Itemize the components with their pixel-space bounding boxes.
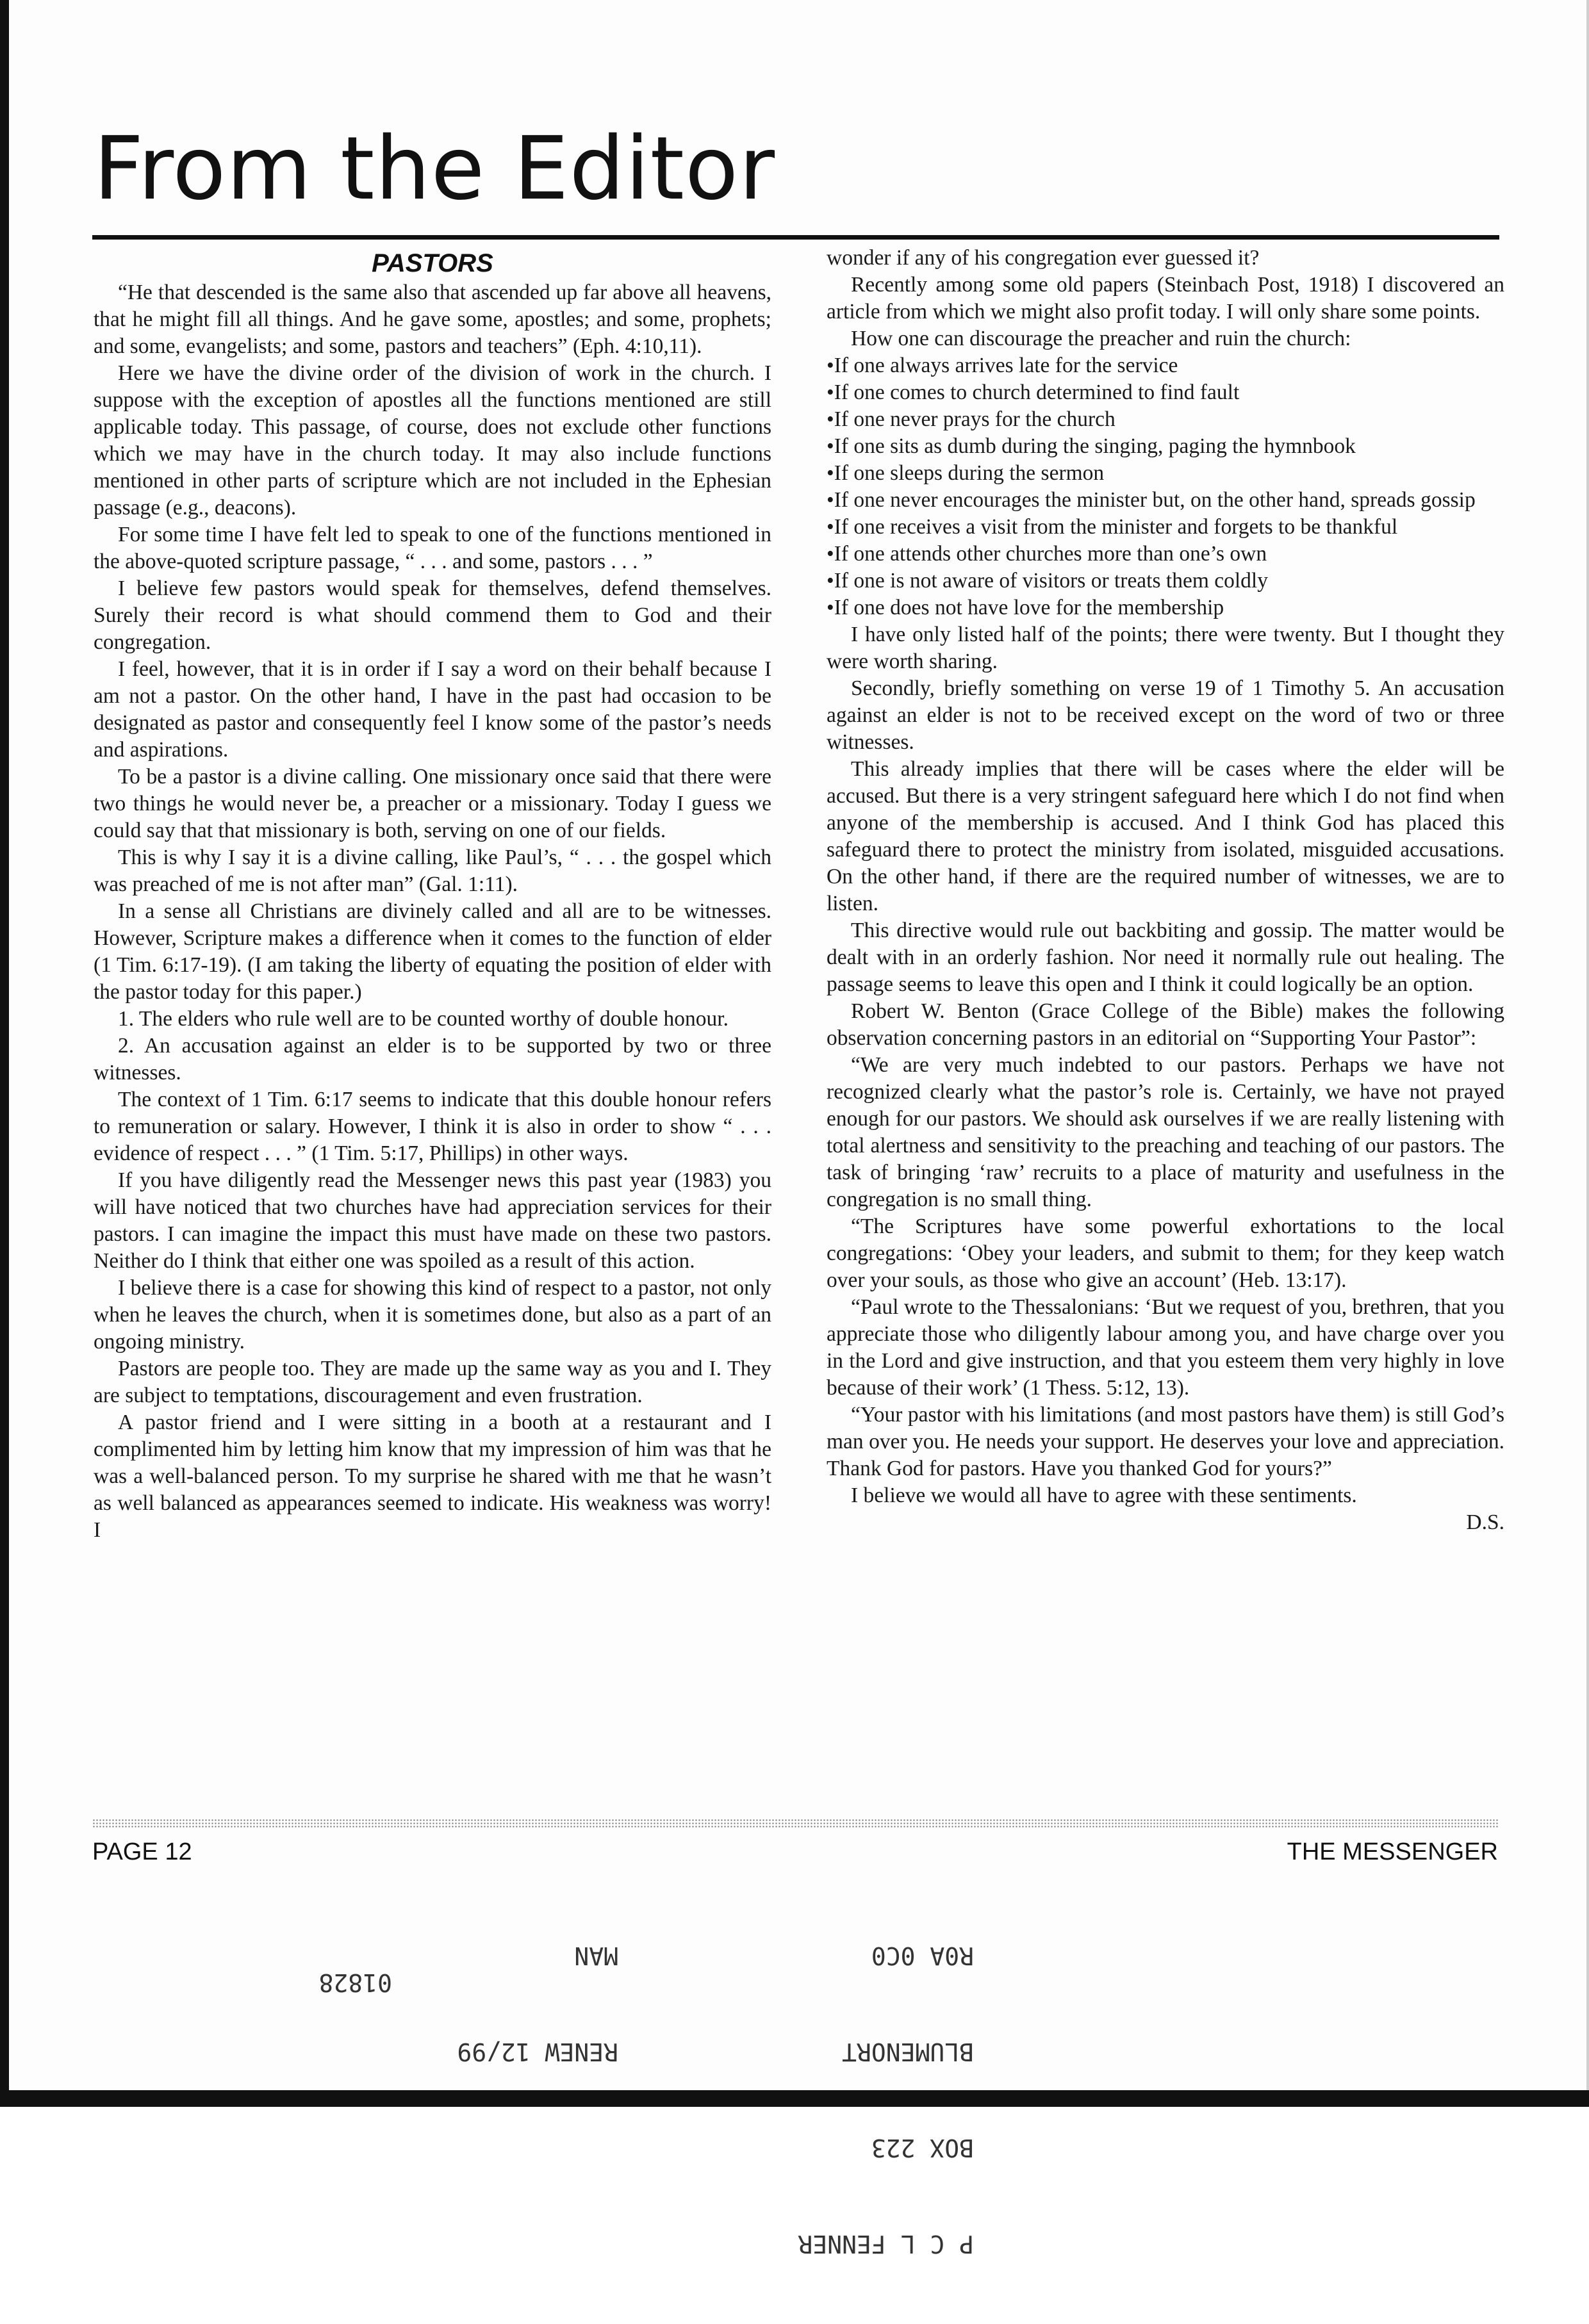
- scan-border-right: [1586, 0, 1589, 2107]
- body-paragraph: Secondly, briefly something on verse 19 of 1 Timothy 5. An accusation against an elder is not to be received except on the word of two or three witnesses.: [827, 676, 1504, 754]
- body-paragraph: Here we have the divine order of the division of work in the church. I suppose with the exception of apostles all the functions mentioned are still applicable today. This passage, of course, does not exclude other functions which we may have in the church today. It may also include functions mentioned in other parts of scripture which are not included in the Ephesian passage (e.g., deacons).: [94, 361, 771, 520]
- body-paragraph: “He that descended is the same also that ascended up far above all heavens, that he might fill all things. And he gave some, apostles; and some, prophets; and some, evangelists; and some, pastors and teachers” (Eph. 4:10,11).: [94, 281, 771, 358]
- bullet-item: •If one comes to church determined to find fault: [827, 381, 1240, 404]
- bullet-item: •If one never prays for the church: [827, 407, 1116, 431]
- publication-name: THE MESSENGER: [1287, 1838, 1498, 1865]
- body-paragraph: This already implies that there will be cases where the elder will be accused. But there is a very stringent safeguard here which I do not find when anyone of the membership is accused. And I think God has placed this safeguard there to protect the ministry from isolated, misguided accusations. On the other hand, if there are the required number of witnesses, we are to listen.: [827, 757, 1504, 915]
- body-paragraph: 2. An accusation against an elder is to be supported by two or three witnesses.: [94, 1034, 771, 1084]
- body-paragraph: Recently among some old papers (Steinbach Post, 1918) I discovered an article from which we might also profit today. I will only share some points.: [827, 273, 1504, 323]
- bullet-item: •If one always arrives late for the service: [827, 354, 1178, 377]
- page-number: PAGE 12: [92, 1838, 192, 1865]
- account-number: 01828: [318, 1968, 392, 1997]
- body-paragraph: This is why I say it is a divine calling, like Paul’s, “ . . . the gospel which was preached of me is not after man” (Gal. 1:11).: [94, 846, 771, 896]
- body-paragraph: The context of 1 Tim. 6:17 seems to indicate that this double honour refers to remuneration or salary. However, I think it is also in order to show “ . . . evidence of respect . . . ” (1 Tim. 5:17, Phillips) in other ways.: [94, 1088, 771, 1165]
- left-paragraphs: [94, 279, 771, 1544]
- body-paragraph: 1. The elders who rule well are to be counted worthy of double honour.: [118, 1007, 729, 1031]
- body-paragraph: “Paul wrote to the Thessalonians: ‘But we request of you, brethren, that you appreciate those who diligently labour among you, and have charge over you in the Lord and give instruction, and that you esteem them very highly in love because of their work’ (1 Thess. 5:12, 13).: [827, 1295, 1504, 1400]
- address-line: P C L FENNER: [798, 2230, 974, 2258]
- renewal-label: [349, 1876, 618, 2132]
- body-paragraph: I believe there is a case for showing this kind of respect to a pastor, not only when he leaves the church, when it is sometimes done, but also as a part of an ongoing ministry.: [94, 1276, 771, 1354]
- continued-paragraph: wonder if any of his congregation ever guessed it?: [827, 246, 1260, 270]
- body-paragraph: I feel, however, that it is in order if I say a word on their behalf because I am not a pastor. On the other hand, I have in the past had occasion to be designated as pastor and consequently feel I know some of the pastor’s needs and aspirations.: [94, 657, 771, 762]
- body-paragraph: How one can discourage the preacher and ruin the church:: [851, 327, 1351, 350]
- bullet-list: [827, 352, 1504, 621]
- right-column: [827, 245, 1504, 1536]
- body-paragraph: Robert W. Benton (Grace College of the Bible) makes the following observation concerning pastors in an editorial on “Supporting Your Pastor”:: [827, 999, 1504, 1050]
- mailing-address-label: [628, 1876, 974, 2324]
- renewal-line: RENEW 12/99: [457, 2038, 618, 2066]
- bullet-item: •If one does not have love for the membership: [827, 596, 1224, 619]
- body-paragraph: “We are very much indebted to our pastors. Perhaps we have not recognized clearly what the pastor’s role is. Certainly, we have not prayed enough for our pastors. We should ask ourselves if we are really listening with total alertness and sensitivity to the preaching and teaching of our pastors. The task of bringing ‘raw’ recruits to a place of maturity and usefulness in the congregation is no small thing.: [827, 1053, 1504, 1211]
- section-title: From the Editor: [94, 119, 776, 220]
- right-intro-paragraphs: [827, 272, 1504, 352]
- author-signature: D.S.: [1466, 1510, 1504, 1534]
- bullet-item: •If one is not aware of visitors or treats them coldly: [827, 569, 1268, 593]
- body-paragraph: A pastor friend and I were sitting in a booth at a restaurant and I complimented him by letting him know that my impression of him was that he was a well-balanced person. To my surprise he shared with me that he wasn’t as well balanced as appearances seemed to indicate. His weakness was worry! I: [94, 1411, 771, 1542]
- body-paragraph: I believe few pastors would speak for themselves, defend themselves. Surely their record is what should commend them to God and their congregation.: [94, 577, 771, 654]
- body-paragraph: “Your pastor with his limitations (and most pastors have them) is still God’s man over you. He needs your support. He deserves your love and appreciation. Thank God for pastors. Have you thanked God for yours?”: [827, 1403, 1504, 1480]
- address-line: BLUMENORT: [842, 2038, 974, 2066]
- right-paragraphs: [827, 621, 1504, 1509]
- bullet-item: •If one sits as dumb during the singing, paging the hymnbook: [827, 434, 1356, 458]
- body-paragraph: For some time I have felt led to speak to one of the functions mentioned in the above-quoted scripture passage, “ . . . and some, pastors . . . ”: [94, 523, 771, 573]
- body-paragraph: In a sense all Christians are divinely called and all are to be witnesses. However, Scripture makes a difference when it comes to the function of elder (1 Tim. 6:17-19). (I am taking the liberty of equating the position of elder with the pastor today for this paper.): [94, 899, 771, 1004]
- body-paragraph: Pastors are people too. They are made up the same way as you and I. They are subject to temptations, discouragement and even frustration.: [94, 1357, 771, 1407]
- bullet-item: •If one attends other churches more than one’s own: [827, 542, 1267, 566]
- bullet-item: •If one sleeps during the sermon: [827, 461, 1105, 485]
- body-paragraph: If you have diligently read the Messenger news this past year (1983) you will have noticed that two churches have had appreciation services for their pastors. I can imagine the impact this must have made on these two pastors. Neither do I think that either one was spoiled as a result of this action.: [94, 1168, 771, 1273]
- bullet-item: •If one receives a visit from the minister and forgets to be thankful: [827, 515, 1398, 539]
- title-rule: [92, 235, 1499, 240]
- bullet-item: •If one never encourages the minister but, on the other hand, spreads gossip: [827, 488, 1476, 512]
- scan-border-left: [0, 0, 9, 2107]
- body-paragraph: To be a pastor is a divine calling. One missionary once said that there were two things he would never be, a preacher or a missionary. Today I guess we could say that that missionary is both, serving on one of our fields.: [94, 765, 771, 842]
- footer-rule: [92, 1819, 1499, 1828]
- body-paragraph: I have only listed half of the points; there were twenty. But I thought they were worth sharing.: [827, 623, 1504, 673]
- renewal-line: MAN: [574, 1942, 618, 1970]
- left-column: [94, 245, 771, 1544]
- article-heading: PASTORS: [372, 249, 493, 277]
- body-paragraph: “The Scriptures have some powerful exhortations to the local congregations: ‘Obey your leaders, and submit to them; for they keep watch over your souls, as those who give an account’ (Heb. 13:17).: [827, 1215, 1504, 1292]
- address-line: BOX 223: [871, 2134, 974, 2162]
- body-paragraph: I believe we would all have to agree with these sentiments.: [851, 1484, 1357, 1507]
- body-paragraph: This directive would rule out backbiting and gossip. The matter would be dealt with in an orderly fashion. Nor need it normally rule out healing. The passage seems to leave this open and I think it could logically be an option.: [827, 919, 1504, 996]
- address-line: R0A 0C0: [871, 1942, 974, 1970]
